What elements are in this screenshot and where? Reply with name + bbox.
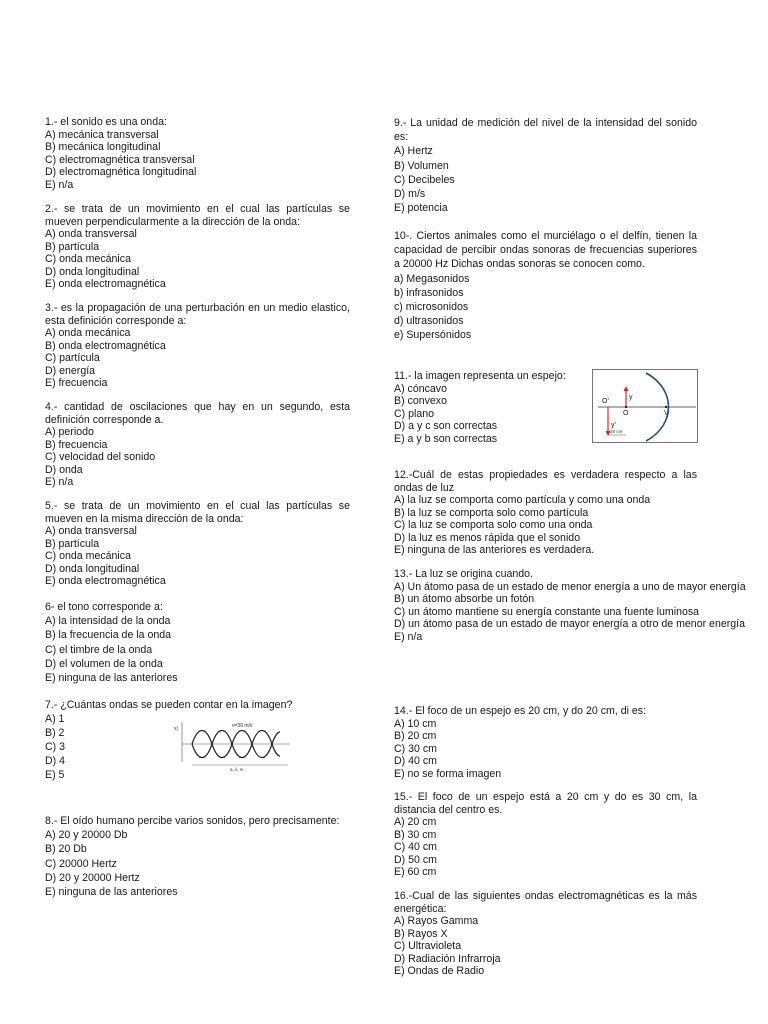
option-a: a) Megasonidos [394,272,470,285]
option-b: B) Rayos X [394,927,448,940]
option-a: A) 20 y 20000 Db [45,829,128,842]
question-16 [394,890,697,978]
wave-speed-label: v=30 m/s [232,723,253,729]
question-12 [394,469,697,557]
question-stem: 9.- La unidad de medición del nivel de la intensidad del sonido es: [394,117,697,144]
label-y: y [629,394,633,401]
wave-x-label: a, λ, m [230,767,244,772]
option-d: D) un átomo pasa de un estado de mayor energía a otro de menor energía [394,618,745,630]
option-e: E) Ondas de Radio [394,965,485,977]
option-e: E) onda electromagnética [45,575,166,587]
option-c: C) 30 cm [394,742,437,755]
option-e: E) n/a [45,476,74,488]
option-b: B) un átomo absorbe un fotón [394,593,535,605]
question-4 [45,401,350,489]
option-a: A) cóncavo [394,382,447,395]
option-a: A) periodo [45,426,94,438]
option-e: E) onda electromagnética [45,278,166,290]
option-c: c) microsonidos [394,301,469,314]
option-d: D) 40 cm [394,755,437,767]
question-stem: 1.- el sonido es una onda: [45,116,167,128]
option-e: E) ninguna de las anteriores es verdadera. [394,544,595,556]
option-c: C) Decibeles [394,173,455,186]
option-a: A) onda transversal [45,525,137,537]
option-b: B) partícula [45,240,100,253]
option-e: E) potencia [394,202,448,215]
question-stem: 7.- ¿Cuántas ondas se pueden contar en la imagen? [45,699,293,711]
option-a: A) la luz se comporta como partícula y como una onda [394,494,651,506]
question-13 [394,568,746,643]
question-10 [394,229,697,343]
option-a: A) Rayos Gamma [394,915,479,927]
option-a: A) mecánica transversal [45,128,159,141]
option-e: E) 60 cm [394,866,437,878]
question-stem: 15.- El foco de un espejo está a 20 cm y do es 30 cm, la distancia del centro es. [394,791,697,816]
option-a: A) 10 cm [394,717,437,730]
label-distance: 28 cm [610,429,623,434]
option-c: C) partícula [45,352,100,364]
option-d: D) energía [45,364,96,377]
option-e: E) n/a [45,178,74,191]
option-b: B) la frecuencia de la onda [45,629,172,642]
option-d: D) electromagnética longitudinal [45,166,197,178]
option-a: A) Un átomo pasa de un estado de menor energía a uno de mayor energía [394,580,746,593]
option-a: A) onda transversal [45,228,137,240]
question-stem: 16.-Cual de las siguientes ondas electromagnéticas es la más energética: [394,890,697,915]
option-c: C) la luz se comporta solo como una onda [394,519,593,531]
option-b: B) mecánica longitudinal [45,141,161,153]
option-a: A) Hertz [394,145,433,158]
question-stem: 4.- cantidad de oscilaciones que hay en un segundo, esta definición corresponde a. [45,401,350,426]
question-9 [394,116,697,215]
question-stem: 5.- se trata de un movimiento en el cual las partículas se mueven en la misma dirección de la onda: [45,500,350,525]
label-o: O [623,410,629,417]
option-b: B) partícula [45,537,100,550]
option-d: D) a y c son correctas [394,420,498,432]
question-stem: 10-. Ciertos animales como el murciélago o el delfín, tienen la capacidad de percibir ondas sonoras de frecuencias superiores a 20000 Hz Dichas ondas sonoras se conocen como. [394,230,697,271]
option-d: D) 4 [45,755,66,768]
option-b: B) 20 cm [394,730,437,742]
question-11 [394,370,584,445]
option-d: d) ultrasonidos [394,315,464,328]
option-d: D) onda longitudinal [45,265,140,278]
option-c: C) un átomo mantiene su energía constante una fuente luminosa [394,605,700,618]
question-3 [45,302,350,390]
option-a: A) 20 cm [394,816,437,828]
option-c: C) 40 cm [394,841,437,853]
option-c: C) plano [394,407,435,420]
option-b: B) la luz se comporta solo como partícula [394,506,589,519]
option-c: C) electromagnética transversal [45,153,195,166]
option-d: D) onda longitudinal [45,562,140,575]
option-a: A) onda mecánica [45,327,131,339]
option-b: b) infrasonidos [394,286,464,299]
option-e: E) frecuencia [45,377,108,389]
mirror-figure [592,369,698,443]
question-15 [394,791,697,879]
question-stem: 6- el tono corresponde a: [45,601,163,613]
question-stem: 3.- es la propagación de una perturbación en un medio elastico, esta definición corresponde a: [45,302,350,327]
option-d: D) onda [45,463,83,476]
point-v [665,406,667,408]
option-b: B) 20 Db [45,843,87,856]
option-b: B) frecuencia [45,438,108,451]
option-d: D) 20 y 20000 Hertz [45,871,140,884]
option-c: C) velocidad del sonido [45,451,156,463]
option-b: B) 2 [45,726,65,739]
question-stem: 2.- se trata de un movimiento en el cual las partículas se mueven perpendicularmente a la dirección de la onda: [45,203,350,228]
option-b: B) 30 cm [394,828,437,841]
question-stem: 8.- El oído humano percibe varios sonidos, pero precisamente: [45,815,340,827]
option-a: A) 1 [45,712,65,725]
option-c: C) Ultravioleta [394,940,462,952]
option-b: B) convexo [394,395,447,407]
label-v: V [664,410,669,417]
option-e: E) ninguna de las anteriores [45,886,178,899]
label-o-prime: O' [602,398,609,405]
option-c: C) 20000 Hertz [45,857,117,870]
question-8 [45,814,350,899]
option-d: D) el volumen de la onda [45,657,163,670]
wave-figure [172,718,294,772]
option-b: B) Volumen [394,159,449,172]
question-5 [45,500,350,588]
option-d: D) 50 cm [394,853,437,866]
option-e: E) n/a [394,630,423,643]
mirror-diagram [592,369,698,443]
option-c: C) onda mecánica [45,550,131,562]
option-c: C) el timbre de la onda [45,643,153,656]
option-d: D) m/s [394,188,426,201]
question-stem: 11.- la imagen representa un espejo: [394,370,566,382]
question-stem: 14.- El foco de un espejo es 20 cm, y do 20 cm, di es: [394,705,647,717]
option-a: A) la intensidad de la onda [45,615,171,628]
question-1 [45,116,350,191]
option-c: C) onda mecánica [45,253,131,265]
option-b: B) onda electromagnética [45,339,166,352]
option-c: C) 3 [45,740,66,753]
option-e: E) ninguna de las anteriores [45,672,178,685]
option-e: E) 5 [45,769,65,782]
question-6 [45,600,350,685]
option-e: e) Supersónidos [394,329,472,342]
option-d: D) Radiación Infrarroja [394,952,501,965]
label-y-prime: y' [611,422,616,429]
wave-y-label: x| [174,726,178,732]
point-o [625,406,627,408]
question-stem: 12.-Cuál de estas propiedades es verdadera respecto a las ondas de luz [394,469,697,494]
question-stem: 13.- La luz se origina cuando. [394,568,533,580]
option-d: D) la luz es menos rápida que el sonido [394,531,581,544]
question-2 [45,203,350,291]
option-e: E) no se forma imagen [394,767,502,780]
question-14 [394,705,697,780]
wave-diagram [172,718,294,772]
option-e: E) a y b son correctas [394,432,498,445]
